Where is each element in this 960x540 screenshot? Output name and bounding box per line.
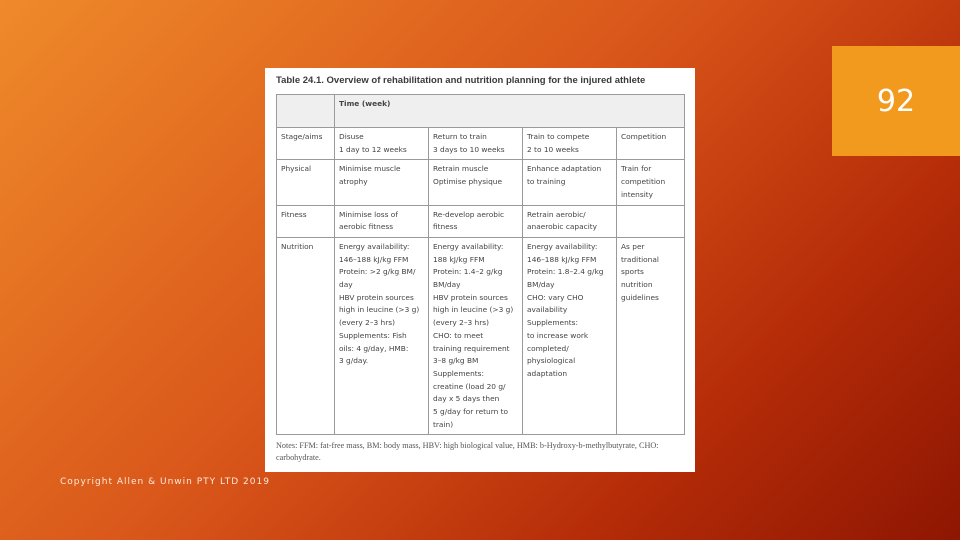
table-cell bbox=[617, 160, 685, 205]
cell-text-line: traditional bbox=[621, 254, 659, 264]
cell-text-line: As per bbox=[621, 241, 645, 251]
rehabilitation-table bbox=[276, 94, 685, 435]
cell-text-line: Minimise muscle bbox=[339, 164, 401, 174]
cell-text-line: high in leucine (>3 g) bbox=[433, 305, 514, 315]
cell-text-line: Minimise loss of bbox=[339, 209, 398, 219]
cell-text-line: physiological bbox=[527, 356, 576, 366]
cell-text-line: train) bbox=[433, 419, 454, 429]
cell-text-line: HBV protein sources bbox=[339, 292, 414, 302]
table-figure bbox=[265, 68, 695, 472]
row-label-cell: Stage/aims bbox=[277, 128, 335, 160]
header-empty-cell bbox=[277, 95, 335, 128]
cell-text-line: CHO: vary CHO bbox=[527, 292, 584, 302]
cell-text-line: Energy availability: bbox=[339, 241, 410, 251]
row-label-cell: Physical bbox=[277, 160, 335, 205]
cell-text-line: to increase work bbox=[527, 330, 589, 340]
table-cell bbox=[335, 205, 429, 237]
table-row bbox=[277, 237, 685, 435]
cell-text-line: aerobic fitness bbox=[339, 222, 394, 232]
cell-text-line: Supplements: bbox=[433, 368, 485, 378]
cell-text-line: Energy availability: bbox=[527, 241, 598, 251]
cell-text-line: 3 days to 10 weeks bbox=[433, 144, 505, 154]
cell-text-line: intensity bbox=[621, 189, 654, 199]
cell-text-line: Competition bbox=[621, 132, 667, 141]
cell-text-line: Re-develop aerobic bbox=[433, 209, 505, 219]
cell-text-line: Optimise physique bbox=[433, 177, 503, 187]
table-row bbox=[277, 205, 685, 237]
cell-text-line: Energy availability: bbox=[433, 241, 504, 251]
cell-text-line: Supplements: bbox=[527, 318, 579, 328]
cell-text-line: competition bbox=[621, 177, 666, 187]
cell-text-line: guidelines bbox=[621, 292, 659, 302]
cell-text-line: creatine (load 20 g/ bbox=[433, 381, 506, 391]
cell-text-line: high in leucine (>3 g) bbox=[339, 305, 420, 315]
row-label-cell: Fitness bbox=[277, 205, 335, 237]
cell-text-line: Train to compete bbox=[527, 132, 590, 141]
cell-text-line: 3 g/day. bbox=[339, 356, 369, 366]
cell-text-line: Disuse bbox=[339, 132, 364, 141]
row-label-cell: Nutrition bbox=[277, 237, 335, 435]
cell-text-line: atrophy bbox=[339, 177, 368, 187]
cell-text-line: anaerobic capacity bbox=[527, 222, 598, 232]
slide-number-box bbox=[832, 46, 960, 156]
table-title: Table 24.1. Overview of rehabilitation and nutrition planning for the injured athlete bbox=[276, 75, 646, 86]
cell-text-line: BM/day bbox=[527, 280, 555, 290]
cell-text-line: 5 g/day for return to bbox=[433, 407, 509, 417]
cell-text-line: sports bbox=[621, 267, 644, 277]
cell-text-line: Protein: 1.4–2 g/kg bbox=[433, 267, 503, 277]
table-cell bbox=[335, 237, 429, 435]
table-cell bbox=[429, 205, 523, 237]
table-cell bbox=[429, 237, 523, 435]
table-cell bbox=[523, 128, 617, 160]
cell-text-line: Return to train bbox=[433, 132, 487, 141]
table-cell bbox=[617, 205, 685, 237]
cell-text-line: Retrain muscle bbox=[433, 164, 489, 174]
cell-text-line: training requirement bbox=[433, 343, 510, 353]
cell-text-line: CHO: to meet bbox=[433, 330, 484, 340]
table-cell bbox=[523, 160, 617, 205]
cell-text-line: 188 kJ/kg FFM bbox=[433, 254, 485, 264]
cell-text-line: Protein: >2 g/kg BM/ bbox=[339, 267, 416, 277]
table-row bbox=[277, 160, 685, 205]
cell-text-line: nutrition bbox=[621, 280, 653, 290]
cell-text-line: Enhance adaptation bbox=[527, 164, 602, 174]
table-header-row bbox=[277, 95, 685, 128]
cell-text-line: 3–8 g/kg BM bbox=[433, 356, 479, 366]
cell-text-line: HBV protein sources bbox=[433, 292, 508, 302]
table-cell bbox=[617, 237, 685, 435]
table-cell bbox=[429, 160, 523, 205]
cell-text-line: BM/day bbox=[433, 280, 461, 290]
cell-text-line: availability bbox=[527, 305, 568, 315]
cell-text-line: oils: 4 g/day, HMB: bbox=[339, 343, 409, 353]
cell-text-line: Train for bbox=[621, 164, 652, 174]
cell-text-line: 146–188 kJ/kg FFM bbox=[339, 254, 409, 264]
cell-text-line: fitness bbox=[433, 222, 458, 232]
cell-text-line: completed/ bbox=[527, 343, 569, 353]
table-cell bbox=[429, 128, 523, 160]
table-cell bbox=[617, 128, 685, 160]
cell-text-line: to training bbox=[527, 177, 566, 187]
cell-text-line: Supplements: Fish bbox=[339, 330, 407, 340]
cell-text-line: 2 to 10 weeks bbox=[527, 144, 579, 154]
cell-text-line: day bbox=[339, 280, 353, 290]
table-row bbox=[277, 128, 685, 160]
table-notes: Notes: FFM: fat-free mass, BM: body mass, HBV: high biological value, HMB: b-Hydroxy-b-methylbutyrate, CHO: carbohydrate. bbox=[276, 441, 659, 463]
cell-text-line: (every 2–3 hrs) bbox=[339, 318, 396, 328]
table-cell bbox=[335, 128, 429, 160]
slide-number: 92 bbox=[876, 83, 916, 119]
table-cell bbox=[523, 205, 617, 237]
table-cell bbox=[523, 237, 617, 435]
table-cell bbox=[335, 160, 429, 205]
copyright-text: Copyright Allen & Unwin PTY LTD 2019 bbox=[60, 477, 270, 487]
cell-text-line: adaptation bbox=[527, 368, 568, 378]
cell-text-line: Protein: 1.8–2.4 g/kg bbox=[527, 267, 604, 277]
cell-text-line: 1 day to 12 weeks bbox=[339, 144, 407, 154]
cell-text-line: Retrain aerobic/ bbox=[527, 209, 586, 219]
cell-text-line: (every 2–3 hrs) bbox=[433, 318, 490, 328]
cell-text-line: day x 5 days then bbox=[433, 394, 500, 404]
time-week-header: Time (week) bbox=[335, 95, 685, 128]
cell-text-line: 146–188 kJ/kg FFM bbox=[527, 254, 597, 264]
